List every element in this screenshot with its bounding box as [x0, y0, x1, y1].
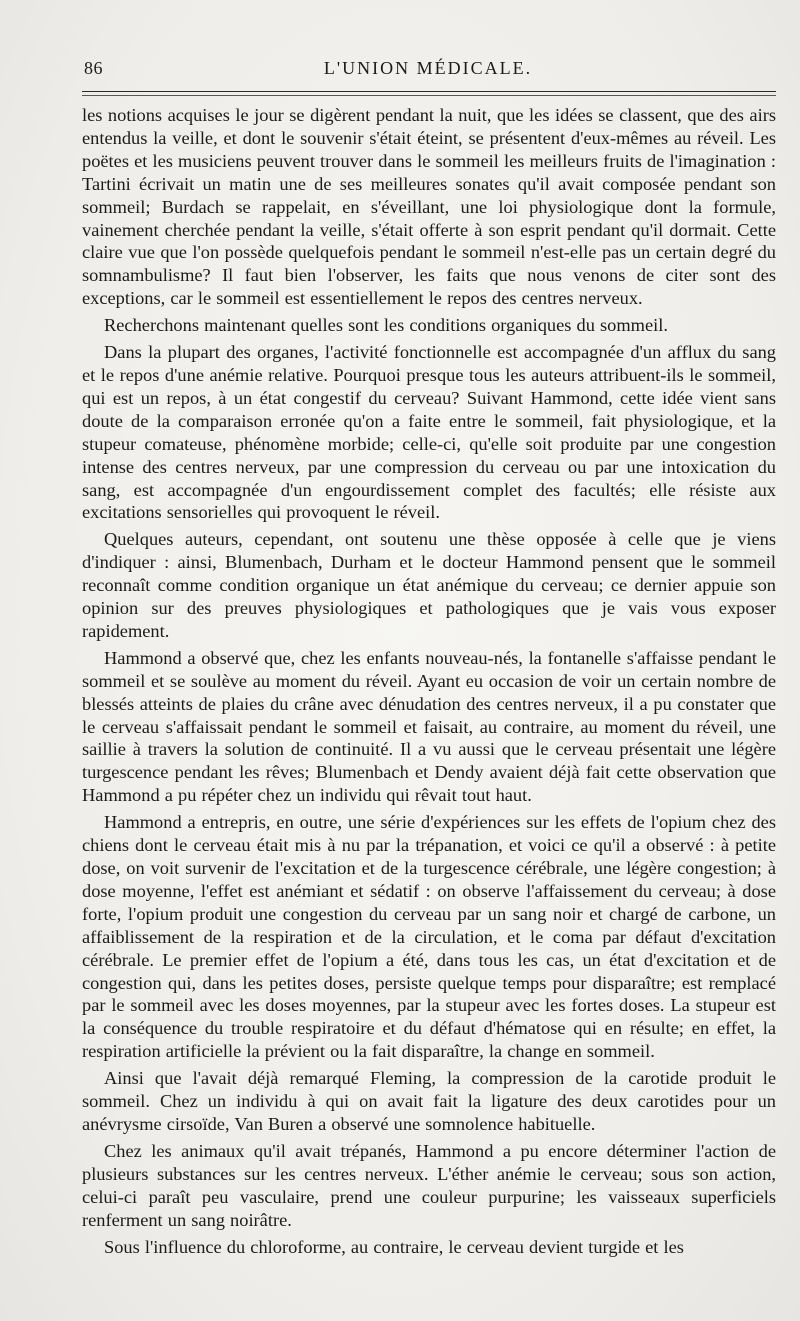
paragraph-3: Dans la plupart des organes, l'activité fonctionnelle est accompagnée d'un afflux du sang et le repos d'une anémie relative. Pourquoi presque tous les auteurs attribuent-ils le sommeil, qui est un repos, à un état congestif du cerveau? Suivant Hammond, cette idée vient sans doute de la comparaison erronée qu'on a faite entre le sommeil, fait physiologique, et la stupeur comateuse, phénomène morbide; celle-ci, qu'elle soit produite par une congestion intense des centres nerveux, par une compression du cerveau ou par une intoxication du sang, est accompagnée d'un engourdissement complet des facultés; elle résiste aux excitations sensorielles qui provoquent le réveil.	[82, 342, 776, 523]
header-rule-thin	[82, 95, 776, 96]
paragraph-8: Chez les animaux qu'il avait trépanés, Hammond a pu encore déterminer l'action de plusieurs substances sur les centres nerveux. L'éther anémie le cerveau; sous son action, celui-ci paraît peu vasculaire, prend une couleur purpurine; les vaisseaux superficiels renferment un sang noirâtre.	[82, 1140, 776, 1230]
paragraph-2: Recherchons maintenant quelles sont les conditions organiques du sommeil.	[104, 315, 668, 336]
paragraph-4: Quelques auteurs, cependant, ont soutenu une thèse opposée à celle que je viens d'indiquer : ainsi, Blumenbach, Durham et le docteur Hammond pensent que le sommeil reconnaît comme condition organique un état anémique du cerveau; ce dernier appuie son opinion sur des preuves physiologiques et pathologiques que je vais vous exposer rapidement.	[82, 529, 776, 641]
paragraph-5: Hammond a observé que, chez les enfants nouveau-nés, la fontanelle s'affaisse pendant le sommeil et se soulève au moment du réveil. Ayant eu occasion de voir un certain nombre de blessés atteints de plaies du crâne avec dénudation des centres nerveux, il a pu constater que le cerveau s'affaissait pendant le sommeil et faisait, au contraire, au moment du réveil, une saillie à travers la solution de continuité. Il a vu aussi que le cerveau présentait une légère turgescence pendant les rêves; Blumenbach et Dendy avaient déjà fait cette observation que Hammond a pu répéter chez un individu qui rêvait tout haut.	[82, 647, 776, 806]
header-rule	[82, 91, 776, 92]
page-number: 86	[84, 58, 103, 78]
paragraph-9: Sous l'influence du chloroforme, au contraire, le cerveau devient turgide et les	[104, 1236, 684, 1257]
paragraph-1: les notions acquises le jour se digèrent pendant la nuit, que les idées se classent, que des airs entendus la veille, et dont le souvenir s'était éteint, se présentent d'eux-mêmes au réveil. Les poëtes et les musiciens peuvent trouver dans le sommeil les meilleurs fruits de l'imagination : Tartini écrivait un matin une de ses meilleures sonates qu'il avait composée pendant son sommeil; Burdach se rappelait, en s'éveillant, une loi physiologique dont la formule, vainement cherchée pendant la veille, s'était offerte à son esprit pendant qu'il dormait. Cette claire vue que l'on possède quelquefois pendant le sommeil n'est-elle pas un certain degré du somnambulisme? Il faut bien l'observer, les faits que nous venons de citer sont des exceptions, car le sommeil est essentiellement le repos des centres nerveux.	[82, 105, 776, 309]
paragraph-6: Hammond a entrepris, en outre, une série d'expériences sur les effets de l'opium chez des chiens dont le cerveau était mis à nu par la trépanation, et voici ce qu'il a observé : à petite dose, on voit survenir de l'excitation et de la turgescence cérébrale, une légère congestion; à dose moyenne, l'effet est anémiant et sédatif : on observe l'affaissement du cerveau; à dose forte, l'opium produit une congestion du cerveau par un sang noir et chargé de carbone, un affaiblissement de la respiration et de la circulation, et le coma par défaut d'excitation cérébrale. Le premier effet de l'opium a été, dans tous les cas, un état d'excitation et de congestion qui, dans les petites doses, persiste quelque temps pour disparaître; est remplacé par le sommeil avec les doses moyennes, par la stupeur avec les fortes doses. La stupeur est la conséquence du trouble respiratoire et du défaut d'hématose qui en résulte; en effet, la respiration artificielle la prévient ou la fait disparaître, la change en sommeil.	[82, 812, 776, 1062]
paragraph-7: Ainsi que l'avait déjà remarqué Fleming, la compression de la carotide produit le sommeil. Chez un individu à qui on avait fait la ligature des deux carotides pour un anévrysme cirsoïde, Van Buren a observé une somnolence habituelle.	[82, 1068, 776, 1134]
running-title: L'UNION MÉDICALE.	[323, 58, 533, 78]
article-body	[82, 104, 776, 1258]
page-header	[82, 58, 774, 84]
